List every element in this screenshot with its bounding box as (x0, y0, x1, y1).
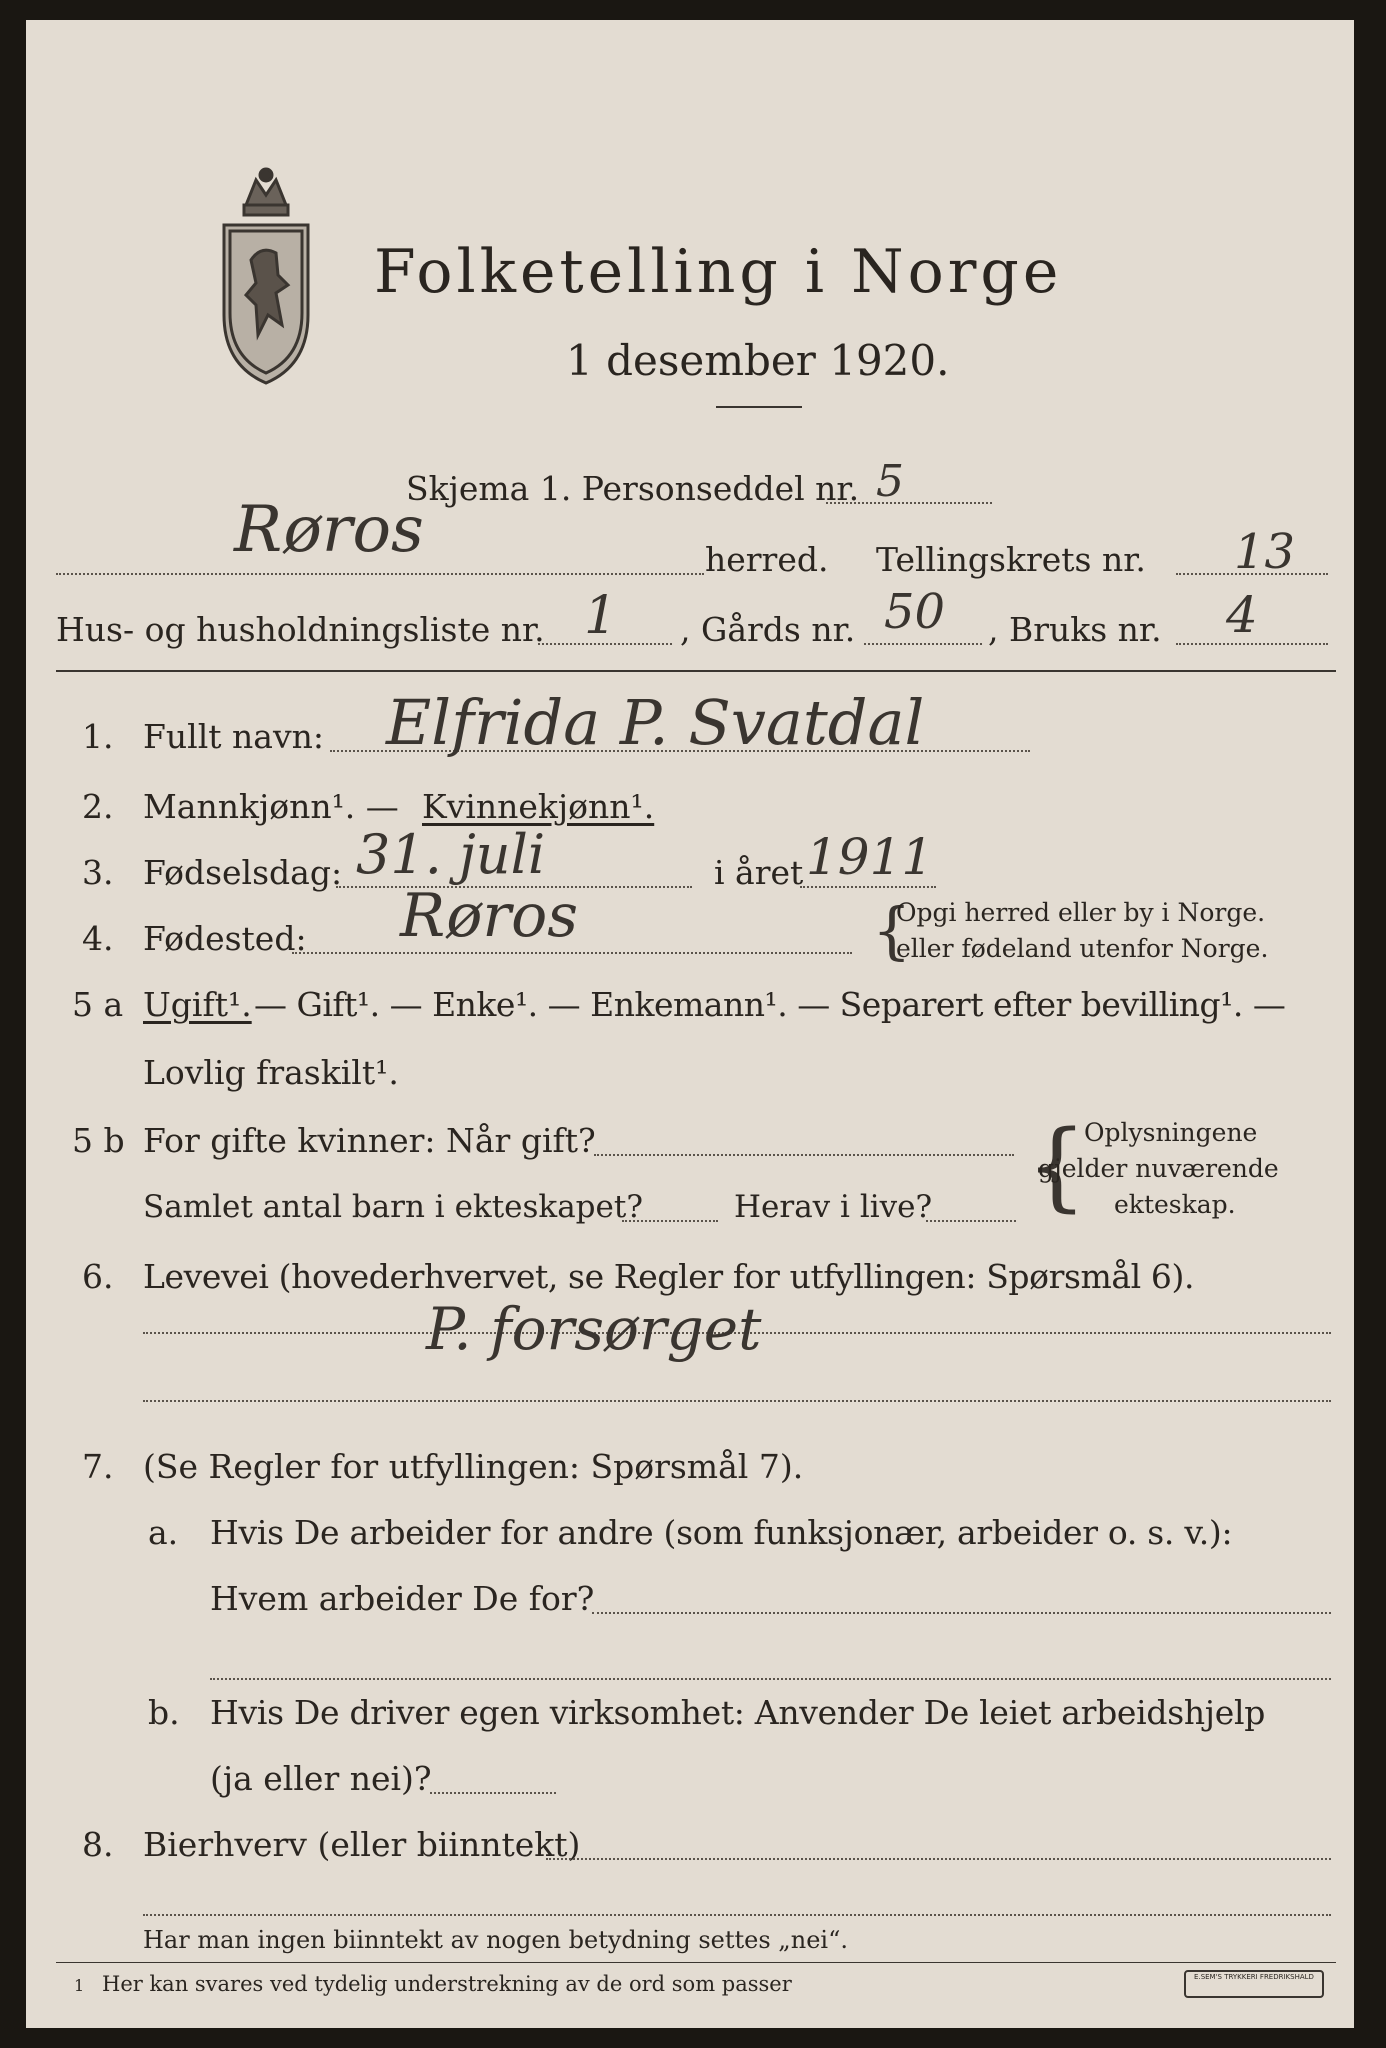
personseddel-number-value: 5 (876, 456, 904, 507)
children-total-label: Samlet antal barn i ekteskapet? (143, 1189, 643, 1225)
female-option-underlined[interactable]: Kvinnekjønn¹. (422, 787, 655, 826)
q7b-text: Hvis De driver egen virksomhet: Anvender De leiet arbeidshjelp (210, 1693, 1266, 1732)
skjema-label: Skjema 1. Personseddel nr. (406, 469, 860, 508)
footnote-divider (56, 1962, 1336, 1963)
q2-number: 2. (82, 787, 114, 826)
birth-year-field[interactable] (800, 886, 936, 888)
children-alive-label: Herav i live? (734, 1189, 933, 1225)
q7a-text: Hvis De arbeider for andre (som funksjonær, arbeider o. s. v.): (210, 1513, 1233, 1552)
q7-label: (Se Regler for utfyllingen: Spørsmål 7). (143, 1447, 804, 1486)
birth-year-label: i året (714, 853, 804, 892)
gards-field[interactable] (864, 643, 982, 645)
gards-label: , Gårds nr. (680, 610, 856, 649)
children-alive-field[interactable] (926, 1220, 1016, 1222)
side-income-field[interactable] (546, 1858, 1331, 1860)
q8-number: 8. (82, 1825, 114, 1864)
q1-label: Fullt navn: (143, 717, 324, 756)
employer-field-line2[interactable] (210, 1678, 1331, 1680)
birthplace-field[interactable] (292, 952, 852, 954)
header-divider (56, 670, 1336, 672)
q7a-question: Hvem arbeider De for? (210, 1579, 595, 1618)
marriage-note-line3: ekteskap. (1114, 1190, 1236, 1219)
norway-coat-of-arms-icon (216, 165, 316, 390)
husholdningsliste-value: 1 (584, 586, 618, 646)
q7-number: 7. (82, 1447, 114, 1486)
birth-year-value: 1911 (806, 828, 934, 886)
q4-label: Fødested: (143, 919, 307, 958)
footnote-mark: 1 (74, 1976, 85, 1995)
q3-label: Fødselsdag: (143, 853, 343, 892)
form-title: Folketelling i Norge (374, 237, 1063, 307)
herred-value: Røros (234, 493, 424, 567)
q8-label: Bierhverv (eller biinntekt) (143, 1825, 581, 1864)
side-income-field-line2[interactable] (143, 1914, 1331, 1916)
footnote-text: Her kan svares ved tydelig understrekning av de ord som passer (102, 1972, 792, 1996)
hired-help-field[interactable] (430, 1792, 556, 1794)
q5b-number: 5 b (72, 1121, 125, 1160)
marriage-note-brace: { (1026, 1110, 1088, 1222)
q1-number: 1. (82, 717, 114, 756)
printer-stamp (1184, 1970, 1324, 1998)
q7b-question: (ja eller nei)? (210, 1759, 432, 1798)
married-when-label: For gifte kvinner: Når gift? (143, 1121, 596, 1160)
ugift-option-underlined[interactable]: Ugift¹. (143, 985, 252, 1024)
birthplace-note-brace: { (872, 894, 912, 967)
bruks-value: 4 (1226, 586, 1258, 644)
gards-value: 50 (884, 584, 946, 640)
tellingskrets-label: Tellingskrets nr. (876, 540, 1146, 579)
q7a-letter: a. (148, 1513, 179, 1552)
birthday-value: 31. juli (356, 823, 546, 886)
birthplace-note-line1: Opgi herred eller by i Norge. (896, 898, 1266, 927)
printer-stamp-text: E.SEM'S TRYKKERI FREDRIKSHALD (1194, 1973, 1314, 1981)
husholdningsliste-label: Hus- og husholdningsliste nr. (56, 610, 545, 649)
occupation-field-line2[interactable] (143, 1400, 1331, 1402)
no-income-note: Har man ingen biinntekt av nogen betydning settes „nei“. (143, 1926, 848, 1954)
census-date: 1 desember 1920. (566, 336, 950, 385)
q3-number: 3. (82, 853, 114, 892)
full-name-value: Elfrida P. Svatdal (386, 686, 925, 759)
marriage-note-line2: gjelder nuværende (1038, 1154, 1279, 1183)
bruks-label: , Bruks nr. (988, 610, 1162, 649)
tellingskrets-value: 13 (1234, 524, 1296, 580)
title-divider (716, 406, 802, 408)
married-when-field[interactable] (594, 1154, 1014, 1156)
q4-number: 4. (82, 919, 114, 958)
male-option[interactable]: Mannkjønn¹. — (143, 787, 399, 826)
q6-number: 6. (82, 1257, 114, 1296)
children-total-field[interactable] (622, 1220, 718, 1222)
census-form-page (26, 20, 1354, 2028)
lovlig-fraskilt-option[interactable]: Lovlig fraskilt¹. (143, 1053, 399, 1092)
q7b-letter: b. (148, 1693, 180, 1732)
herred-field[interactable] (56, 573, 704, 575)
q5a-number: 5 a (72, 985, 124, 1024)
marital-status-options[interactable]: — Gift¹. — Enke¹. — Enkemann¹. — Separert efter bevilling¹. — (254, 985, 1286, 1024)
q6-label: Levevei (hovederhvervet, se Regler for utfyllingen: Spørsmål 6). (143, 1257, 1195, 1296)
herred-label: herred. (705, 540, 829, 579)
birthplace-note-line2: eller fødeland utenfor Norge. (896, 934, 1269, 963)
marriage-note-line1: Oplysningene (1084, 1118, 1258, 1147)
birthplace-value: Røros (400, 881, 579, 951)
employer-field[interactable] (592, 1612, 1331, 1614)
occupation-value: P. forsørget (426, 1295, 762, 1363)
personseddel-field[interactable] (826, 502, 992, 504)
